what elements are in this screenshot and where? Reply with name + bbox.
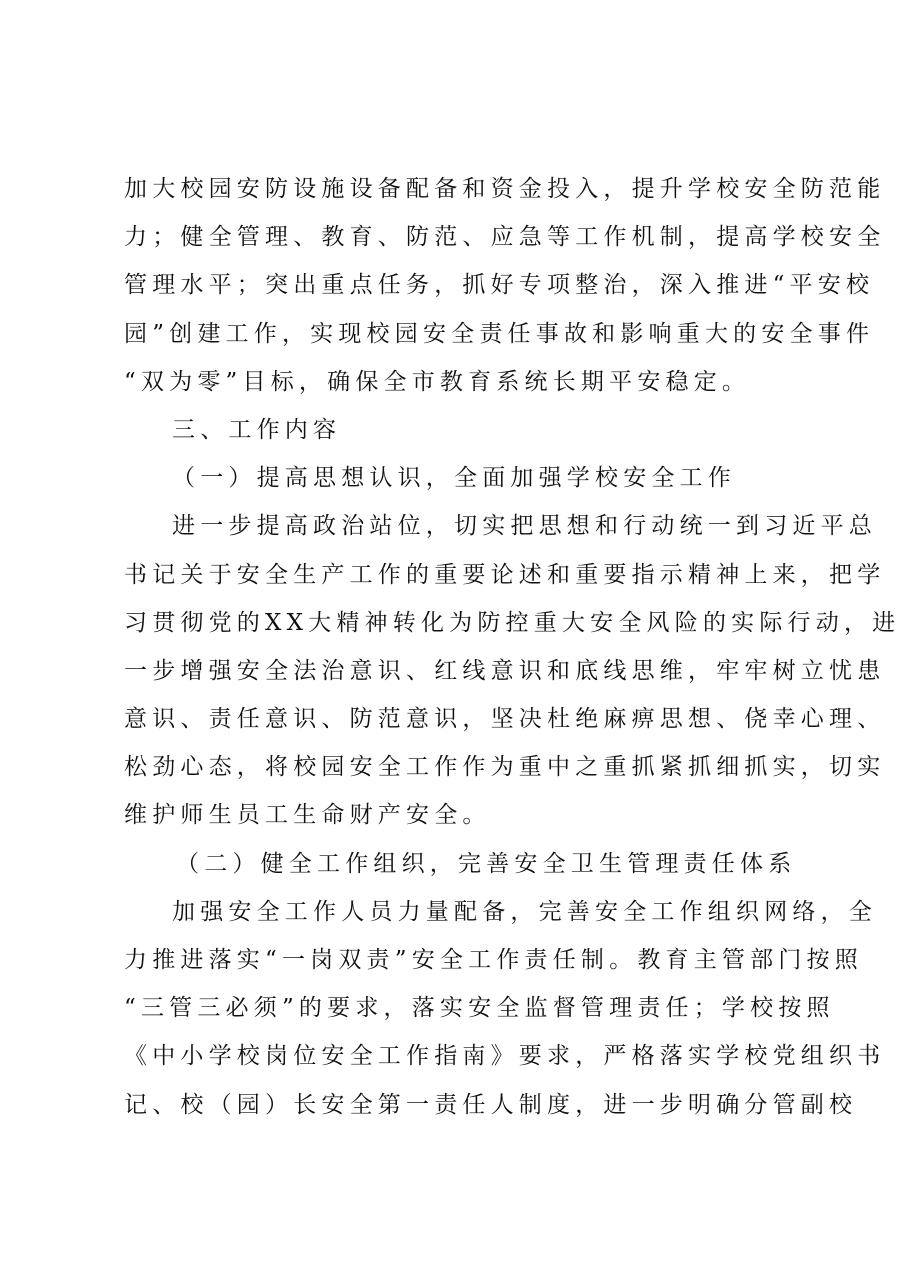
paragraph-start-line: 进一步提高政治站位，切实把思想和行动统一到习近平总: [172, 513, 877, 540]
text-line: “双为零”目标，确保全市教育系统长期平安稳定。: [124, 368, 751, 395]
document-body: [124, 165, 901, 1129]
text-line: 习贯彻党的XX大精神转化为防控重大安全风险的实际行动，进: [124, 609, 901, 636]
paragraph-start-line: 加强安全工作人员力量配备，完善安全工作组织网络，全: [172, 898, 877, 925]
text-line: “三管三必须”的要求，落实安全监督管理责任；学校按照: [124, 995, 835, 1022]
text-line: 记、校（园）长安全第一责任人制度，进一步明确分管副校: [124, 1091, 858, 1118]
subsection-heading: （一）提高思想认识，全面加强学校安全工作: [172, 465, 736, 492]
text-line: 管理水平；突出重点任务，抓好专项整治，深入推进“平安校: [124, 272, 875, 299]
text-line: 力；健全管理、教育、防范、应急等工作机制，提高学校安全: [124, 224, 886, 251]
text-line: 维护师生员工生命财产安全。: [124, 802, 491, 829]
text-line: 一步增强安全法治意识、红线意识和底线思维，牢牢树立忧患: [124, 657, 886, 684]
text-line: 意识、责任意识、防范意识，坚决杜绝麻痹思想、侥幸心理、: [124, 706, 886, 733]
subsection-heading: （二）健全工作组织，完善安全卫生管理责任体系: [176, 850, 797, 877]
section-heading: 三、工作内容: [172, 416, 342, 443]
text-line: 园”创建工作，实现校园安全责任事故和影响重大的安全事件: [124, 320, 875, 347]
text-line: 力推进落实“一岗双责”安全工作责任制。教育主管部门按照: [124, 947, 863, 973]
text-line: 松劲心态，将校园安全工作作为重中之重抓紧抓细抓实，切实: [124, 754, 886, 781]
text-line: 《中小学校岗位安全工作指南》要求，严格落实学校党组织书: [124, 1043, 886, 1070]
text-line: 书记关于安全生产工作的重要论述和重要指示精神上来，把学: [124, 561, 886, 588]
text-line: 加大校园安防设施设备配备和资金投入，提升学校安全防范能: [124, 176, 886, 202]
